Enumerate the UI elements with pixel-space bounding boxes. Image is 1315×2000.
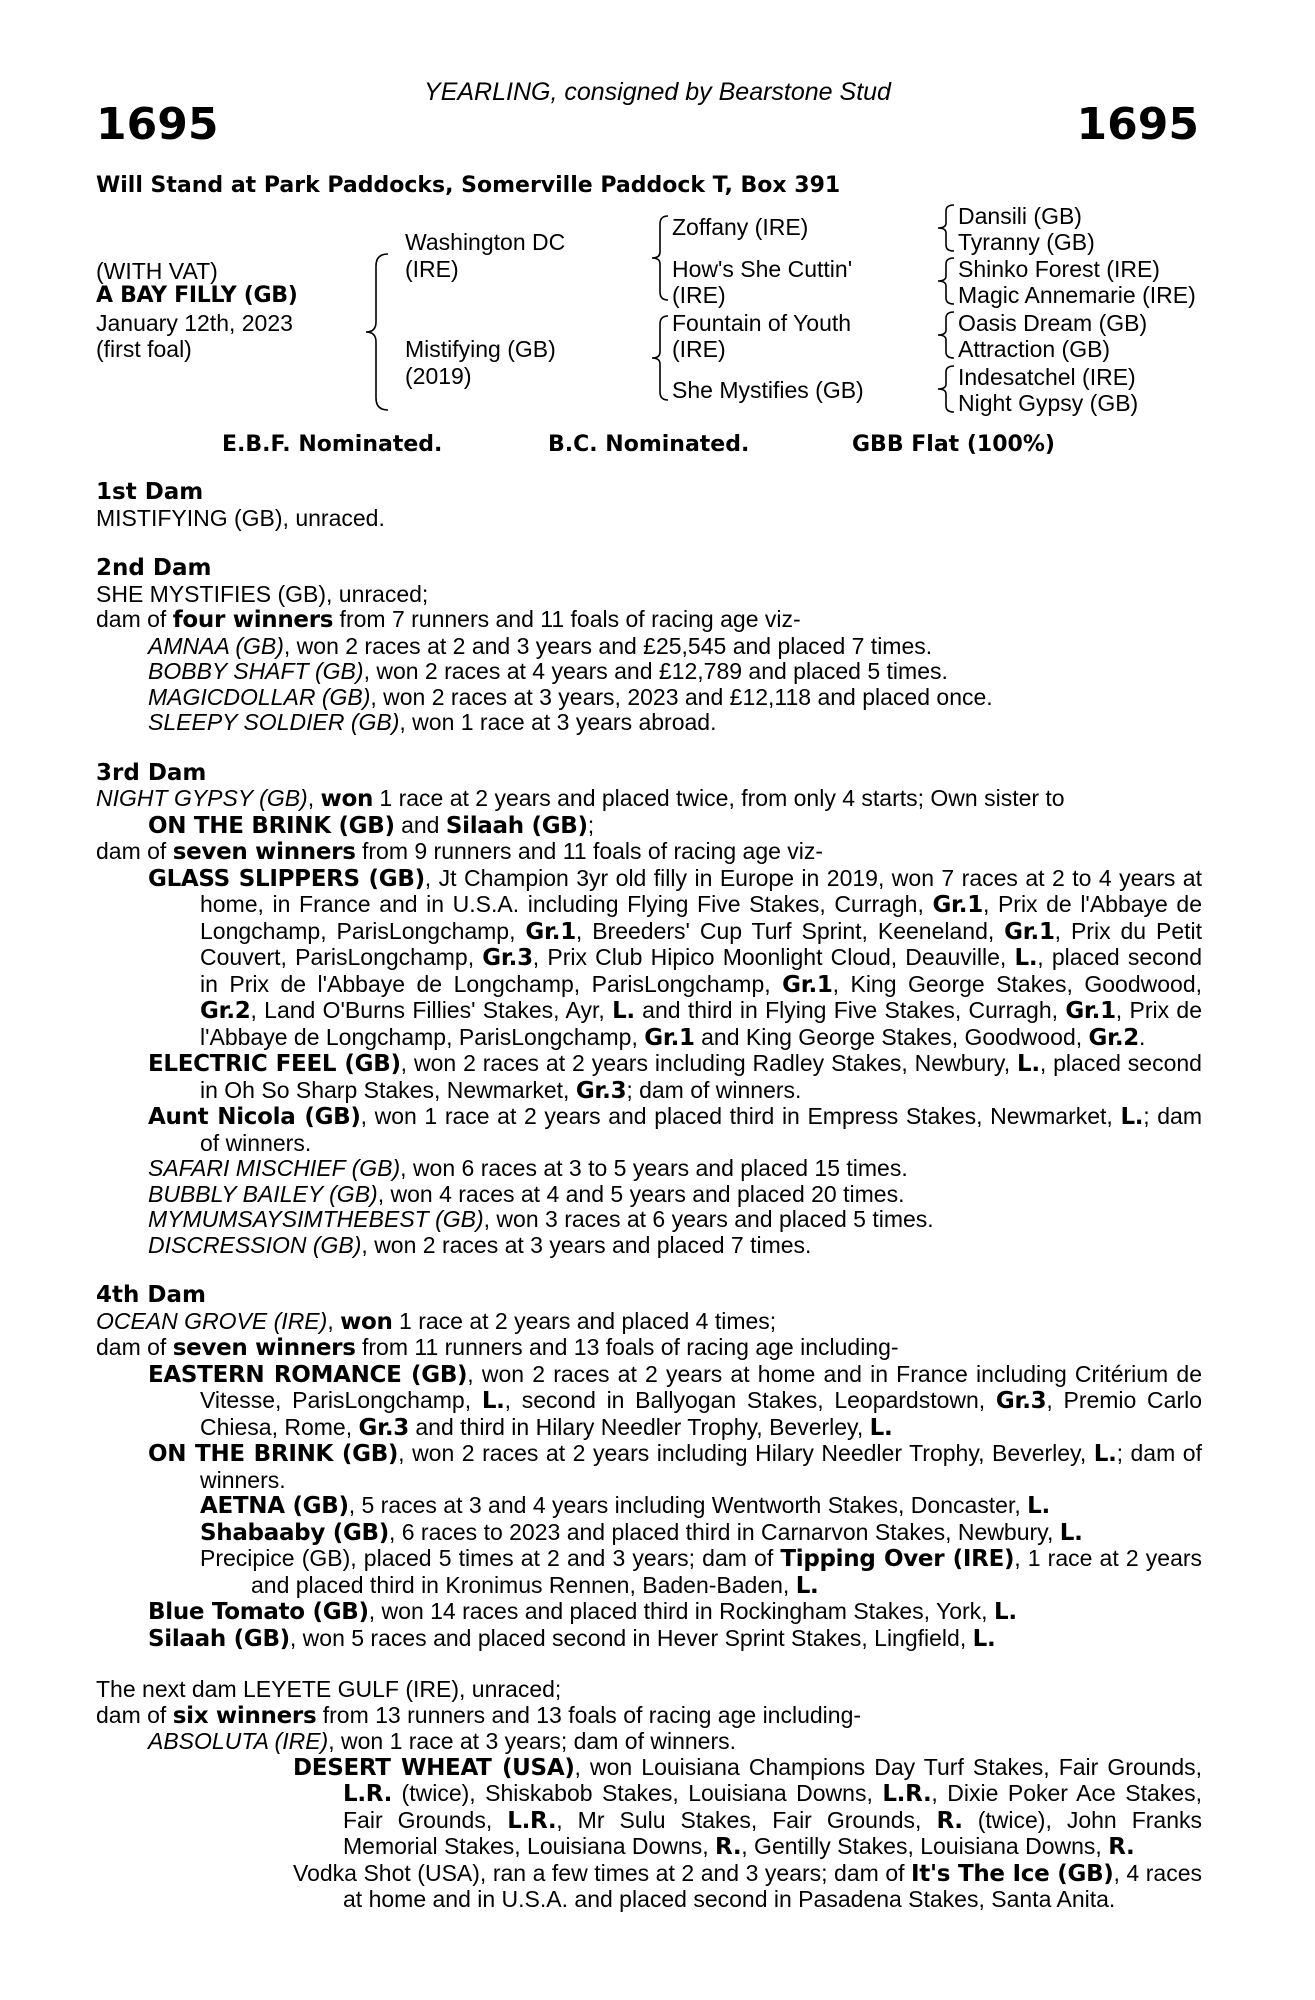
- produce-entry: BOBBY SHAFT (GB), won 2 races at 4 years and £12,789 and placed 5 times.: [148, 658, 948, 684]
- brace-4: [934, 203, 958, 253]
- dam-dam: She Mystifies (GB): [672, 377, 864, 403]
- gbb-flat: GBB Flat (100%): [852, 432, 1055, 457]
- sire-sire-dam: Tyranny (GB): [958, 229, 1095, 255]
- stand-location: Will Stand at Park Paddocks, Somerville Paddock T, Box 391: [96, 173, 841, 198]
- second-dam-line: SHE MYSTIFIES (GB), unraced;: [96, 580, 429, 607]
- brace-6: [934, 310, 958, 360]
- third-dam-line: NIGHT GYPSY (GB), won 1 race at 2 years and placed twice, from only 4 starts; Own sister to: [96, 785, 1065, 812]
- produce-entry: DISCRESSION (GB), won 2 races at 3 years and placed 7 times.: [148, 1231, 812, 1258]
- dam-dam-dam: Night Gypsy (GB): [958, 390, 1139, 416]
- brace-1: [362, 252, 392, 412]
- section-heading: 2nd Dam: [96, 555, 212, 581]
- subject-dob: January 12th, 2023: [96, 310, 293, 336]
- section-heading: 1st Dam: [96, 479, 204, 505]
- bc-nominated: B.C. Nominated.: [548, 432, 750, 457]
- sire-dam-line2: (IRE): [672, 282, 726, 308]
- fourth-dam-section: [96, 1283, 1202, 1652]
- sire-sire: Zoffany (IRE): [672, 214, 809, 240]
- produce-entry: Silaah (GB), won 5 races and placed second in Hever Sprint Stakes, Lingfield, L.: [148, 1624, 996, 1652]
- produce-entry: DESERT WHEAT (USA), won Louisiana Champions Day Turf Stakes, Fair Grounds, L.R. (twice), Shiskabob Stakes, Louisiana Downs, L.R., Dixie Poker Ace Stakes, Fair Grounds, L.R., Mr Sulu Stakes, Fair Grounds, R. (twice), John Franks Memorial Stakes, Louisiana Downs, R., Gentilly Stakes, Louisiana Downs, R.: [293, 1753, 1203, 1860]
- dam-sire-dam: Attraction (GB): [958, 336, 1111, 362]
- dam-of-line: dam of six winners from 13 runners and 13 foals of racing age including-: [96, 1701, 862, 1729]
- vat-note: (WITH VAT): [96, 258, 218, 284]
- produce-entry: AMNAA (GB), won 2 races at 2 and 3 years and £25,545 and placed 7 times.: [148, 632, 933, 659]
- produce-entry: Vodka Shot (USA), ran a few times at 2 and 3 years; dam of It's The Ice (GB), 4 races at home and in U.S.A. and placed second in Pasadena Stakes, Santa Anita.: [293, 1859, 1202, 1912]
- produce-entry: AETNA (GB), 5 races at 3 and 4 years including Wentworth Stakes, Doncaster, L.: [200, 1492, 1050, 1519]
- sire-dam-dam: Magic Annemarie (IRE): [958, 282, 1196, 308]
- dam-of-line: dam of seven winners from 11 runners and 13 foals of racing age including-: [96, 1334, 899, 1361]
- fourth-dam-line: OCEAN GROVE (IRE), won 1 race at 2 years and placed 4 times;: [96, 1307, 777, 1335]
- consigned-line: YEARLING, consigned by Bearstone Stud: [424, 78, 891, 106]
- second-dam-section: [96, 556, 1202, 736]
- dam-dam-sire: Indesatchel (IRE): [958, 364, 1136, 390]
- produce-entry: MYMUMSAYSIMTHEBEST (GB), won 3 races at 6 years and placed 5 times.: [148, 1206, 934, 1232]
- produce-entry: Precipice (GB), placed 5 times at 2 and 3 years; dam of Tipping Over (IRE), 1 race at 2 years and placed third in Kronimus Rennen, Baden-Baden, L.: [200, 1545, 1203, 1599]
- section-heading: 3rd Dam: [96, 759, 207, 786]
- dam-line2: (2019): [405, 363, 472, 389]
- produce-entry: ELECTRIC FEEL (GB), won 2 races at 2 years including Radley Stakes, Newbury, L., placed second in Oh So Sharp Stakes, Newmarket, Gr.3; dam of winners.: [148, 1050, 1202, 1104]
- ebf-nominated: E.B.F. Nominated.: [222, 432, 443, 457]
- sire-sire-sire: Dansili (GB): [958, 203, 1082, 229]
- first-dam-text: MISTIFYING (GB), unraced.: [96, 504, 385, 531]
- produce-entry: ON THE BRINK (GB), won 2 races at 2 years including Hilary Needler Trophy, Beverley, L.; dam of winners.: [148, 1440, 1202, 1493]
- dam-of-line: dam of seven winners from 9 runners and 11 foals of racing age viz-: [96, 838, 824, 865]
- lot-number-right: 1695: [1076, 99, 1199, 150]
- sire-dam-line1: How's She Cuttin': [672, 256, 853, 282]
- produce-entry: EASTERN ROMANCE (GB), won 2 races at 2 years at home and in France including Critérium de Vitesse, ParisLongchamp, L., second in Ballyogan Stakes, Leopardstown, Gr.3, Premio Carlo Chiesa, Rome, Gr.3 and third in Hilary Needler Trophy, Beverley, L.: [148, 1360, 1203, 1441]
- brace-5: [934, 256, 958, 306]
- produce-entry: MAGICDOLLAR (GB), won 2 races at 3 years, 2023 and £12,118 and placed once.: [148, 683, 993, 710]
- produce-entry: ABSOLUTA (IRE), won 1 race at 3 years; dam of winners.: [148, 1728, 737, 1754]
- produce-entry: GLASS SLIPPERS (GB), Jt Champion 3yr old filly in Europe in 2019, won 7 races at 2 to 4 years at home, in France and in U.S.A. including Flying Five Stakes, Curragh, Gr.1, Prix de l'Abbaye de Longchamp, ParisLongchamp, Gr.1, Breeders' Cup Turf Sprint, Keeneland, Gr.1, Prix du Petit Couvert, ParisLongchamp, Gr.3, Prix Club Hipico Moonlight Cloud, Deauville, L., placed second in Prix de l'Abbaye de Longchamp, ParisLongchamp, Gr.1, King George Stakes, Goodwood, Gr.2, Land O'Burns Fillies' Stakes, Ayr, L. and third in Flying Five Stakes, Curragh, Gr.1, Prix de l'Abbaye de Longchamp, ParisLongchamp, Gr.1 and King George Stakes, Goodwood, Gr.2.: [148, 864, 1203, 1051]
- dam-sire-line2: (IRE): [672, 336, 726, 362]
- sire-dam-sire: Shinko Forest (IRE): [958, 256, 1160, 282]
- dam-line1: Mistifying (GB): [405, 336, 556, 362]
- section-heading: 4th Dam: [96, 1282, 206, 1308]
- produce-entry: SAFARI MISCHIEF (GB), won 6 races at 3 to 5 years and placed 15 times.: [148, 1155, 908, 1181]
- produce-entry: BUBBLY BAILEY (GB), won 4 races at 4 and 5 years and placed 20 times.: [148, 1180, 905, 1207]
- produce-entry: SLEEPY SOLDIER (GB), won 1 race at 3 years abroad.: [148, 709, 717, 735]
- next-dam-section: [96, 1677, 1202, 1913]
- subject-note: (first foal): [96, 336, 192, 362]
- lot-number-left: 1695: [96, 99, 219, 150]
- produce-entry: Shabaaby (GB), 6 races to 2023 and placed third in Carnarvon Stakes, Newbury, L.: [200, 1518, 1083, 1546]
- brace-7: [934, 364, 958, 414]
- sire-line2: (IRE): [405, 256, 459, 282]
- subject-name: A BAY FILLY (GB): [96, 283, 298, 308]
- dam-of-line: dam of four winners from 7 runners and 11 foals of racing age viz-: [96, 606, 801, 633]
- brace-2: [648, 214, 672, 302]
- third-dam-section: [96, 761, 1202, 1259]
- dam-sire-sire: Oasis Dream (GB): [958, 310, 1148, 336]
- first-dam-section: [96, 480, 1202, 531]
- brace-3: [648, 314, 672, 402]
- next-dam-line: The next dam LEYETE GULF (IRE), unraced;: [96, 1676, 562, 1702]
- produce-entry: Blue Tomato (GB), won 14 races and placed third in Rockingham Stakes, York, L.: [148, 1598, 1017, 1625]
- dam-sire-line1: Fountain of Youth: [672, 310, 852, 336]
- sire-line1: Washington DC: [405, 229, 566, 255]
- produce-entry: Aunt Nicola (GB), won 1 race at 2 years and placed third in Empress Stakes, Newmarket, L.; dam of winners.: [148, 1103, 1202, 1156]
- own-sister-line: ON THE BRINK (GB) and Silaah (GB);: [148, 811, 595, 839]
- catalogue-body: [96, 480, 1202, 1938]
